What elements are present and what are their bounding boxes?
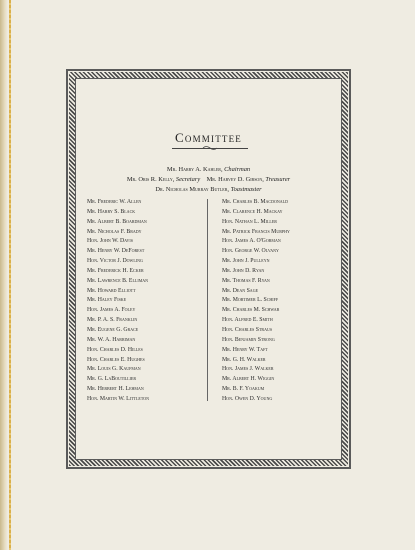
officer-role: Toastmaster [230,186,262,193]
officer-name: Mr. Harry A. Kahler, [166,166,223,173]
officer-line-toastmaster [75,185,342,195]
member-name: Hon. James J. Walker [222,366,274,373]
member-name: Mr. Nicholas F. Brady [87,228,142,235]
officer-name: Mr. Harvey D. Gibson, [206,176,264,183]
member-name: Mr. Thomas F. Ryan [222,277,270,284]
flourish-icon [202,145,218,151]
member-name: Hon. Benjamin Strong [222,336,275,343]
member-name: Mr. Haley Fiske [87,297,127,304]
officer-name: Mr. Oris R. Kelly, [126,176,175,183]
member-name: Mr. Albert B. Boardman [87,218,147,225]
content-area [75,78,342,460]
officer-line-secretary-treasurer [75,175,342,185]
member-name: Hon. Owen D. Young [222,395,273,402]
member-name: Mr. G. LaBoutillier [87,376,136,383]
binding-thread [9,0,11,550]
member-name: Hon. Martin W. Littleton [87,395,149,402]
member-name: Mr. Lawrence B. Elliman [87,277,149,284]
member-name: Mr. Mortimer L. Schiff [222,297,279,304]
member-name: Mr. Henry W. DeForest [87,248,145,255]
member-name: Mr. Charles B. Macdonald [222,199,288,205]
officer-role: Chairman [224,166,251,173]
member-name: Hon. James A. Foley [87,307,136,314]
member-name: Mr. Eugene G. Grace [87,326,139,333]
member-name: Mr. Frederic W. Allen [87,199,142,205]
page-edge [0,0,8,550]
member-name: Hon. Alfred E. Smith [222,317,273,324]
officer-line-chairman [75,165,342,175]
member-name: Hon. John W. Davis [87,238,133,245]
officer-role: Secretary [175,176,201,183]
member-name: Mr. W. A. Harriman [87,336,136,343]
members-right-column [222,198,342,405]
member-name: Mr. Frederick H. Ecker [87,267,144,274]
member-name: Mr. Clarence H. Mackay [222,208,283,215]
member-name: Hon. Charles Straus [222,326,273,333]
officer-role: Treasurer [265,176,291,183]
member-name: Mr. B. F. Yoakum [222,386,265,393]
member-name: Hon. Nathan L. Miller [222,218,277,225]
officers-block [75,165,342,195]
member-name: Mr. Henry W. Taft [222,346,268,353]
member-name: Mr. Dean Sage [222,287,259,294]
member-name: Hon. Victor J. Dowling [87,258,143,265]
member-name: Hon. James A. O'Gorman [222,238,281,245]
members-left-column [87,198,207,405]
member-name: Hon. Charles D. Hilles [87,346,143,353]
member-name: Mr. John J. Pulleyn [222,258,270,265]
column-divider [207,199,208,401]
member-name: Mr. Charles M. Schwab [222,307,280,314]
member-name: Hon. Charles E. Hughes [87,356,145,363]
member-name: Mr. Albert H. Wiggin [222,376,275,383]
officer-name: Dr. Nicholas Murray Butler, [155,186,230,193]
member-name: Mr. Louis G. Kaufman [87,366,141,373]
member-name: Mr. Howard Elliott [87,287,136,294]
member-name: Mr. John D. Ryan [222,267,265,274]
member-name: Mr. Harry S. Black [87,208,136,215]
member-name: Hon. George W. Olvany [222,248,279,255]
page-title: Committee [175,130,242,145]
member-name: Mr. G. H. Walker [222,356,266,363]
member-name: Mr. P. A. S. Franklin [87,317,138,324]
member-name: Mr. Patrick Francis Murphy [222,228,290,235]
member-name: Mr. Herbert H. Lehman [87,386,144,393]
